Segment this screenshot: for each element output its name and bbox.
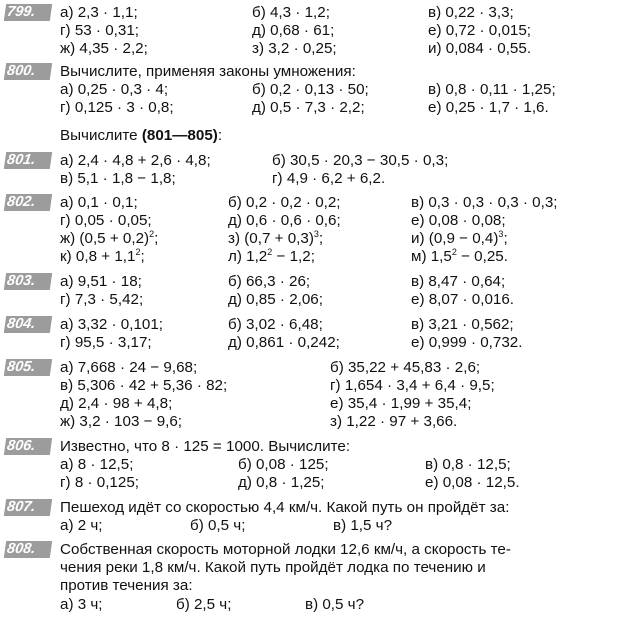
item-799-d: д) 0,68 · 61; — [252, 22, 335, 39]
problem-number-802: 802. — [4, 194, 52, 211]
item-802-z — [228, 230, 323, 247]
item-802-zh — [60, 230, 158, 247]
item-803-v: в) 8,47 · 0,64; — [411, 273, 506, 290]
item-799-i: и) 0,084 · 0,55. — [428, 40, 532, 57]
item-806-v: в) 0,8 · 12,5; — [425, 456, 511, 473]
item-801-a: а) 2,4 · 4,8 + 2,6 · 4,8; — [60, 152, 211, 169]
heading-800: Вычислите, применяя законы умножения: — [60, 63, 356, 80]
item-802-m-exp: 2 — [451, 246, 457, 257]
item-803-a: а) 9,51 · 18; — [60, 273, 142, 290]
item-801-g: г) 4,9 · 6,2 + 6,2. — [272, 170, 386, 187]
item-802-z-exp: 3 — [313, 228, 319, 239]
item-802-m — [411, 248, 508, 265]
item-804-a: а) 3,32 · 0,101; — [60, 316, 164, 333]
item-802-d: д) 0,6 · 0,6 · 0,6; — [228, 212, 341, 229]
item-803-b: б) 66,3 · 26; — [228, 273, 311, 290]
item-800-v: в) 0,8 · 0,11 · 1,25; — [428, 81, 556, 98]
problem-number-805: 805. — [4, 359, 52, 376]
item-800-b: б) 0,2 · 0,13 · 50; — [252, 81, 369, 98]
item-805-v: в) 5,306 · 42 + 5,36 · 82; — [60, 377, 228, 394]
item-808-b: б) 2,5 ч; — [176, 596, 232, 613]
item-799-e: е) 0,72 · 0,015; — [428, 22, 532, 39]
heading-807: Пешеход идёт со скоростью 4,4 км/ч. Какой путь он пройдёт за: — [60, 499, 510, 516]
item-802-m-base: м) 1,5 — [411, 248, 452, 265]
item-802-i-base: и) (0,9 − 0,4) — [411, 230, 499, 247]
item-805-a: а) 7,668 · 24 − 9,68; — [60, 359, 198, 376]
item-800-a: а) 0,25 · 0,3 · 4; — [60, 81, 169, 98]
item-807-b: б) 0,5 ч; — [190, 517, 246, 534]
section-heading-colon: : — [217, 127, 223, 144]
item-807-v: в) 1,5 ч? — [333, 517, 393, 534]
item-808-a: а) 3 ч; — [60, 596, 103, 613]
problem-number-799: 799. — [4, 4, 52, 21]
item-802-i-tail: ; — [503, 230, 508, 247]
problem-number-806: 806. — [4, 438, 52, 455]
item-802-i — [411, 230, 508, 247]
item-802-l-exp: 2 — [267, 246, 273, 257]
item-804-d: д) 0,861 · 0,242; — [228, 334, 340, 351]
item-802-i-exp: 3 — [498, 228, 504, 239]
text-808-line-1: Собственная скорость моторной лодки 12,6 км/ч, а скорость те- — [60, 541, 511, 558]
item-802-k — [60, 248, 145, 265]
item-801-b: б) 30,5 · 20,3 − 30,5 · 0,3; — [272, 152, 449, 169]
item-802-g: г) 0,05 · 0,05; — [60, 212, 152, 229]
heading-806: Известно, что 8 · 125 = 1000. Вычислите: — [60, 438, 351, 455]
item-802-zh-exp: 2 — [149, 228, 155, 239]
item-803-e: е) 8,07 · 0,016. — [411, 291, 515, 308]
item-802-k-base: к) 0,8 + 1,1 — [60, 248, 136, 265]
item-802-k-exp: 2 — [135, 246, 141, 257]
item-806-b: б) 0,08 · 125; — [238, 456, 329, 473]
problem-number-808: 808. — [4, 541, 52, 558]
problem-number-801: 801. — [4, 152, 52, 169]
item-805-z: з) 1,22 · 97 + 3,66. — [330, 413, 458, 430]
item-802-l — [228, 248, 315, 265]
item-802-z-base: з) (0,7 + 0,3) — [228, 230, 314, 247]
item-802-b: б) 0,2 · 0,2 · 0,2; — [228, 194, 341, 211]
item-802-e: е) 0,08 · 0,08; — [411, 212, 506, 229]
item-805-zh: ж) 3,2 · 103 − 9,6; — [60, 413, 183, 430]
item-802-v: в) 0,3 · 0,3 · 0,3 · 0,3; — [411, 194, 558, 211]
section-heading — [60, 127, 222, 144]
item-799-b: б) 4,3 · 1,2; — [252, 4, 330, 21]
item-805-b: б) 35,22 + 45,83 · 2,6; — [330, 359, 481, 376]
item-804-b: б) 3,02 · 6,48; — [228, 316, 323, 333]
item-802-zh-tail: ; — [154, 230, 159, 247]
item-803-g: г) 7,3 · 5,42; — [60, 291, 144, 308]
item-808-v: в) 0,5 ч? — [305, 596, 365, 613]
item-799-v: в) 0,22 · 3,3; — [428, 4, 514, 21]
item-800-e: е) 0,25 · 1,7 · 1,6. — [428, 99, 549, 116]
item-805-g: г) 1,654 · 3,4 + 6,4 · 9,5; — [330, 377, 495, 394]
item-802-zh-base: ж) (0,5 + 0,2) — [60, 230, 150, 247]
item-802-l-tail: − 1,2; — [272, 248, 315, 265]
item-803-d: д) 0,85 · 2,06; — [228, 291, 323, 308]
problem-number-803: 803. — [4, 273, 52, 290]
item-804-e: е) 0,999 · 0,732. — [411, 334, 523, 351]
item-807-a: а) 2 ч; — [60, 517, 103, 534]
section-heading-range: (801—805) — [141, 127, 218, 144]
problem-number-807: 807. — [4, 499, 52, 516]
problem-number-804: 804. — [4, 316, 52, 333]
item-804-v: в) 3,21 · 0,562; — [411, 316, 514, 333]
item-802-a: а) 0,1 · 0,1; — [60, 194, 138, 211]
item-802-z-tail: ; — [318, 230, 324, 247]
item-799-a: а) 2,3 · 1,1; — [60, 4, 138, 21]
item-799-zh: ж) 4,35 · 2,2; — [60, 40, 148, 57]
section-heading-text: Вычислите — [60, 127, 142, 144]
text-808-line-3: против течения за: — [60, 577, 193, 594]
item-805-e: е) 35,4 · 1,99 + 35,4; — [330, 395, 472, 412]
problem-number-800: 800. — [4, 63, 52, 80]
item-805-d: д) 2,4 · 98 + 4,8; — [60, 395, 173, 412]
item-806-d: д) 0,8 · 1,25; — [238, 474, 325, 491]
item-806-g: г) 8 · 0,125; — [60, 474, 139, 491]
item-799-g: г) 53 · 0,31; — [60, 22, 139, 39]
item-801-v: в) 5,1 · 1,8 − 1,8; — [60, 170, 176, 187]
item-804-g: г) 95,5 · 3,17; — [60, 334, 152, 351]
item-802-m-tail: − 0,25. — [456, 248, 508, 265]
item-806-a: а) 8 · 12,5; — [60, 456, 134, 473]
text-808-line-2: чения реки 1,8 км/ч. Какой путь пройдёт лодка по течению и — [60, 559, 486, 576]
item-802-k-tail: ; — [140, 248, 145, 265]
item-806-e: е) 0,08 · 12,5. — [425, 474, 520, 491]
item-800-g: г) 0,125 · 3 · 0,8; — [60, 99, 174, 116]
item-802-l-base: л) 1,2 — [228, 248, 268, 265]
item-800-d: д) 0,5 · 7,3 · 2,2; — [252, 99, 365, 116]
item-799-z: з) 3,2 · 0,25; — [252, 40, 337, 57]
